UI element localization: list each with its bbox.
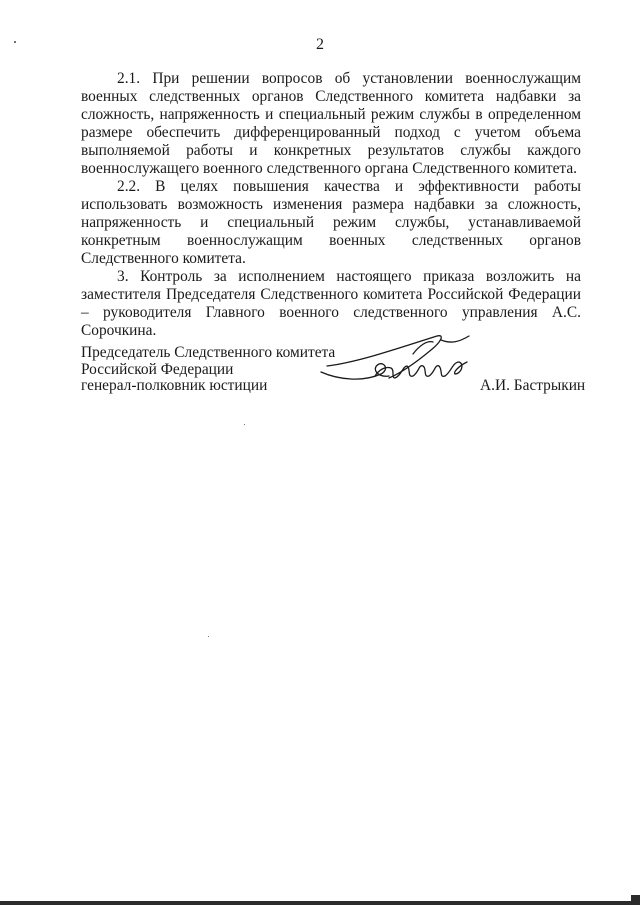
signatory-rank: генерал-полковник юстиции bbox=[81, 377, 268, 394]
scan-bottom-edge bbox=[0, 901, 640, 905]
paragraph-2-1: 2.1. При решении вопросов об установлении военнослужащим военных следственных органов Следственного комитета надбавки за сложность, напряженность и специальный режим службы в определенном размере обеспечить дифференцированный подход с учетом объема выполняемой работы и конкретных результатов службы каждого военнослужащего военного следственного органа Следственного комитета. bbox=[81, 70, 581, 177]
order-body bbox=[81, 70, 581, 340]
scan-speck bbox=[244, 424, 245, 425]
signatory-name: А.И. Бастрыкин bbox=[480, 377, 586, 394]
paragraph-2-2: 2.2. В целях повышения качества и эффективности работы использовать возможность изменения размера надбавки за сложность, напряженность и специальный режим службы, устанавливаемой конкретным военнослужащим военных следственных органов Следственного комитета. bbox=[81, 178, 581, 267]
paragraph-3: 3. Контроль за исполнением настоящего приказа возложить на заместителя Председателя Следственного комитета Российской Федерации – руководителя Главного военного следственного управления А.С. Сорочкина. bbox=[81, 268, 581, 339]
signatory-title: Председатель Следственного комитета Российской Федерации bbox=[81, 344, 336, 378]
page-number: 2 bbox=[316, 36, 324, 53]
signature-block bbox=[81, 344, 601, 404]
handwritten-signature bbox=[319, 332, 494, 388]
scan-speck bbox=[208, 636, 209, 637]
scan-corner-mark bbox=[631, 895, 640, 905]
